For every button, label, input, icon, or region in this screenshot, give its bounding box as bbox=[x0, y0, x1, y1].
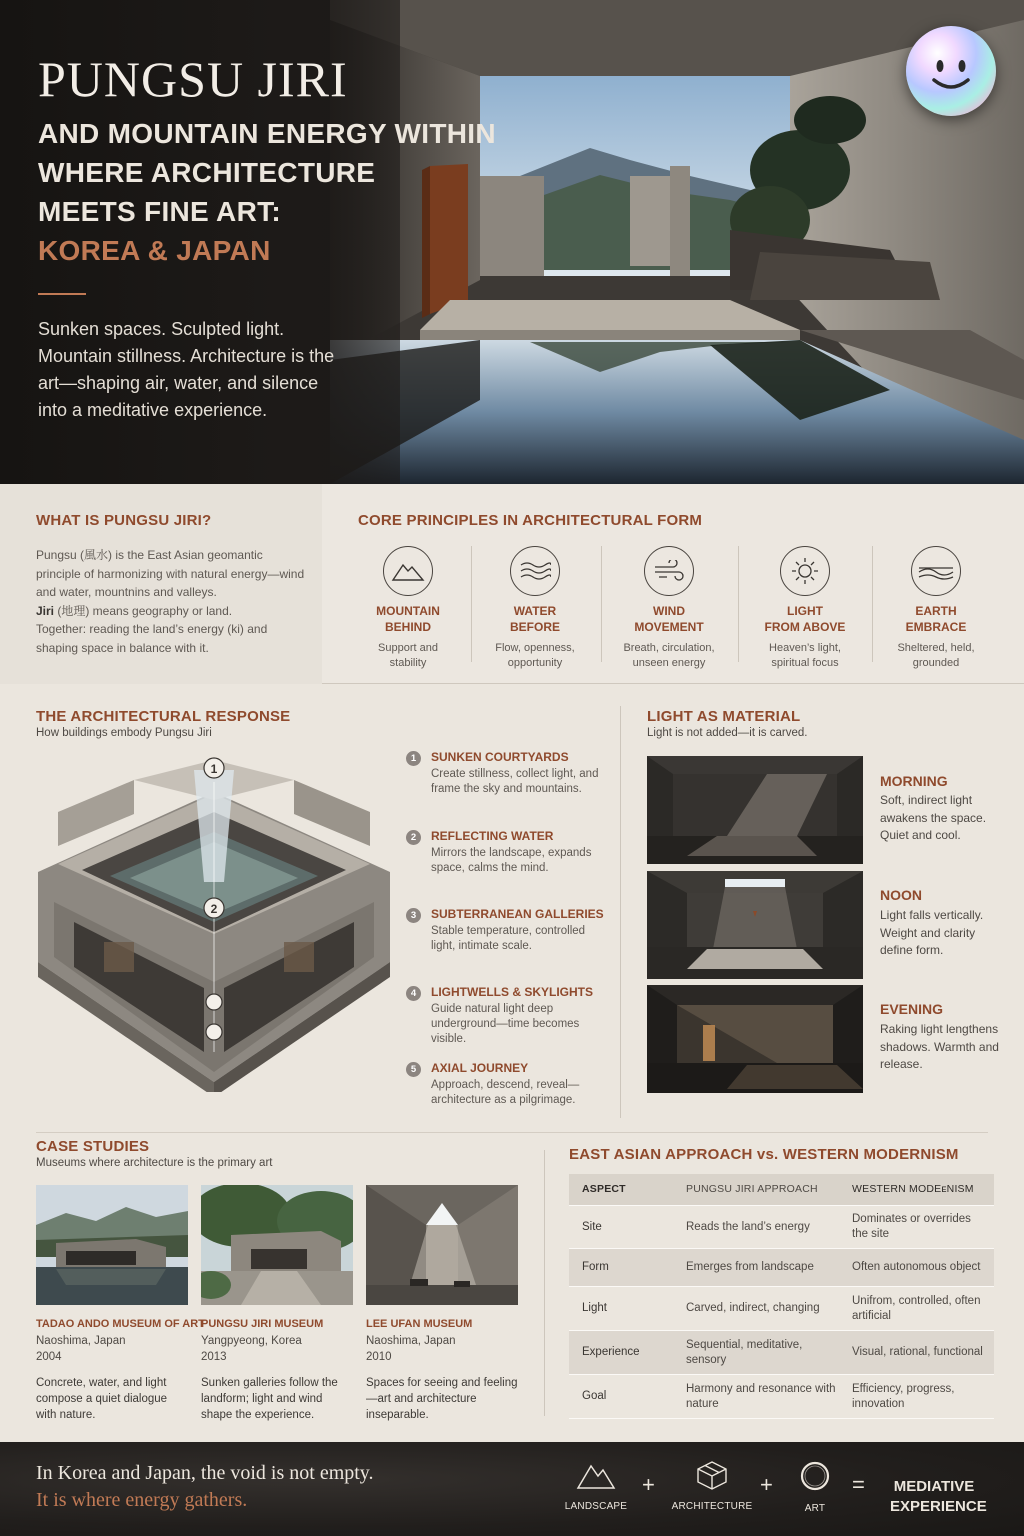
feature-title: SUBTERRANEAN GALLERIES bbox=[431, 907, 604, 921]
feature-desc: Guide natural light deep underground—time becomes visible. bbox=[431, 1003, 580, 1045]
hero-subtitle-line: WHERE ARCHITECTURE bbox=[38, 157, 376, 188]
feature-number: 1 bbox=[406, 751, 421, 766]
cube-icon bbox=[695, 1460, 729, 1490]
principle-title: MOUNTAIN BEHIND bbox=[376, 604, 440, 634]
feature-number: 3 bbox=[406, 908, 421, 923]
enso-circle-icon bbox=[799, 1460, 831, 1492]
case-studies-title: CASE STUDIES bbox=[36, 1138, 150, 1155]
comparison-table bbox=[569, 1174, 994, 1419]
pungsu-jiri-museum-photo bbox=[201, 1185, 353, 1305]
principle-desc: Support and stability bbox=[378, 642, 438, 669]
mountain-icon bbox=[576, 1460, 616, 1490]
case-location: Naoshima, Japan bbox=[366, 1335, 456, 1347]
diagram-marker-1: 1 bbox=[210, 762, 218, 776]
noon-label: NOON bbox=[880, 887, 922, 903]
what-is-body bbox=[36, 546, 306, 657]
table-cell: Often autonomous object bbox=[852, 1261, 981, 1273]
core-principles-title: CORE PRINCIPLES IN ARCHITECTURAL FORM bbox=[358, 512, 703, 529]
principle-earth bbox=[871, 546, 1001, 671]
feature-desc: Approach, descend, reveal—architecture as a pilgrimage. bbox=[431, 1079, 580, 1106]
table-header-row bbox=[569, 1174, 994, 1206]
table-cell: Site bbox=[582, 1220, 602, 1233]
case-study-card bbox=[366, 1318, 536, 1423]
principle-wind bbox=[604, 546, 734, 671]
table-row bbox=[569, 1375, 994, 1419]
table-cell: Visual, rational, functional bbox=[852, 1346, 983, 1358]
principle-desc: Heaven’s light, spiritual focus bbox=[769, 642, 841, 669]
comparison-title: EAST ASIAN APPROACH vs. WESTERN MODERNISM bbox=[569, 1146, 959, 1163]
table-cell: Form bbox=[582, 1261, 609, 1273]
divider bbox=[601, 546, 602, 662]
evening-light-photo bbox=[647, 985, 863, 1093]
principle-title: WIND MOVEMENT bbox=[634, 604, 704, 634]
lee-ufan-museum-photo bbox=[366, 1185, 518, 1305]
principle-title: EARTH EMBRACE bbox=[905, 604, 967, 634]
tadao-ando-museum-photo bbox=[36, 1185, 188, 1305]
footer-quote-line2: It is where energy gathers. bbox=[36, 1489, 248, 1511]
noon-desc: Light falls vertically. Weight and clarity define form. bbox=[880, 908, 984, 957]
feature-desc: Stable temperature, controlled light, intimate scale. bbox=[431, 925, 586, 952]
what-is-title: WHAT IS PUNGSU JIRI? bbox=[36, 512, 212, 529]
equals-sign: = bbox=[852, 1472, 865, 1497]
principle-desc: Breath, circulation, unseen energy bbox=[623, 642, 715, 669]
table-cell: Unifrom, controlled, often artificial bbox=[852, 1294, 981, 1322]
principle-mountain bbox=[343, 546, 473, 671]
building-cutaway-diagram bbox=[34, 752, 394, 1092]
plus-sign: + bbox=[642, 1472, 655, 1497]
table-row bbox=[569, 1206, 994, 1249]
case-location: Naoshima, Japan bbox=[36, 1335, 126, 1347]
what-is-p3: Together: reading the land’s energy (ki) and shaping space in balance with it. bbox=[36, 622, 268, 655]
sun-icon bbox=[780, 546, 830, 596]
table-header-cell: PUNGSU JIRI APPROACH bbox=[686, 1183, 818, 1195]
footer bbox=[0, 1442, 1024, 1536]
table-cell: Emerges from landscape bbox=[686, 1261, 814, 1273]
case-year: 2010 bbox=[366, 1351, 392, 1363]
principle-desc: Sheltered, held, grounded bbox=[897, 642, 975, 669]
feature-title: AXIAL JOURNEY bbox=[431, 1061, 529, 1075]
case-title: TADAO ANDO MUSEUM OF ART bbox=[36, 1318, 205, 1330]
table-cell: Efficiency, progress, innovation bbox=[852, 1382, 955, 1410]
hero-subtitle-accent: KOREA & JAPAN bbox=[38, 235, 271, 266]
feature-number: 2 bbox=[406, 830, 421, 845]
table-cell: Light bbox=[582, 1302, 607, 1314]
what-is-p1: Pungsu (風水) is the East Asian geomantic principle of harmonizing with natural energy—wind and water, mountnins and valleys. bbox=[36, 548, 305, 599]
principle-water bbox=[470, 546, 600, 671]
morning-light-photo bbox=[647, 756, 863, 864]
architectural-response-title: THE ARCHITECTURAL RESPONSE bbox=[36, 708, 291, 725]
equation-label: LANDSCAPE bbox=[564, 1501, 628, 1512]
case-study-card bbox=[36, 1318, 206, 1423]
table-cell: Carved, indirect, changing bbox=[686, 1302, 820, 1314]
evening-label: EVENING bbox=[880, 1001, 944, 1017]
case-desc: Sunken galleries follow the landform; light and wind shape the experience. bbox=[201, 1377, 338, 1421]
principle-desc: Flow, openness, opportunity bbox=[495, 642, 575, 669]
principle-light bbox=[740, 546, 870, 671]
what-is-p2: (地理) means geography or land. bbox=[54, 603, 233, 618]
table-row bbox=[569, 1287, 994, 1331]
case-title: LEE UFAN MUSEUM bbox=[366, 1318, 473, 1330]
feature-number: 4 bbox=[406, 986, 421, 1001]
divider bbox=[36, 1132, 988, 1133]
equation-architecture bbox=[670, 1460, 754, 1512]
principle-title: WATER BEFORE bbox=[509, 604, 560, 634]
table-header-cell: WESTERN MODEᴇNISM bbox=[852, 1183, 974, 1195]
equation-label: ARCHITECTURE bbox=[671, 1501, 753, 1512]
hero-subtitle-line: AND MOUNTAIN ENERGY WITHIN bbox=[38, 118, 496, 149]
feature-desc: Create stillness, collect light, and frame the sky and mountains. bbox=[431, 768, 599, 795]
case-title: PUNGSU JIRI MUSEUM bbox=[201, 1318, 324, 1330]
feature-desc: Mirrors the landscape, expands space, calms the mind. bbox=[431, 847, 592, 874]
divider bbox=[620, 706, 621, 1118]
table-cell: Goal bbox=[582, 1390, 607, 1402]
feature-item bbox=[406, 750, 606, 797]
footer-quote-line1: In Korea and Japan, the void is not empty. bbox=[36, 1462, 374, 1484]
equation-result: MEDIATIVE EXPERIENCE bbox=[890, 1478, 987, 1515]
light-as-material-title: LIGHT AS MATERIAL bbox=[647, 708, 801, 725]
water-waves-icon bbox=[510, 546, 560, 596]
mountain-icon bbox=[383, 546, 433, 596]
feature-title: REFLECTING WATER bbox=[431, 829, 554, 843]
smiley-face-icon[interactable] bbox=[906, 26, 996, 116]
morning-label: MORNING bbox=[880, 773, 948, 789]
table-cell: Experience bbox=[582, 1346, 640, 1358]
case-study-card bbox=[201, 1318, 371, 1423]
table-cell: Harmony and resonance with nature bbox=[686, 1382, 836, 1410]
page-title: PUNGSU JIRI bbox=[38, 51, 348, 107]
feature-title: LIGHTWELLS & SKYLIGHTS bbox=[431, 985, 593, 999]
architectural-response-subtitle: How buildings embody Pungsu Jiri bbox=[36, 727, 212, 739]
jiri-term: Jiri bbox=[36, 603, 55, 618]
case-desc: Spaces for seeing and feeling—art and architecture inseparable. bbox=[366, 1377, 518, 1421]
feature-number: 5 bbox=[406, 1062, 421, 1077]
case-desc: Concrete, water, and light compose a quiet dialogue with nature. bbox=[36, 1377, 168, 1421]
table-cell: Sequential, meditative, sensory bbox=[686, 1338, 803, 1366]
table-row bbox=[569, 1249, 994, 1287]
divider bbox=[544, 1150, 545, 1416]
hero-accent-rule bbox=[38, 293, 86, 295]
feature-item bbox=[406, 829, 606, 876]
equation-art bbox=[792, 1460, 838, 1514]
evening-desc: Raking light lengthens shadows. Warmth and release. bbox=[880, 1022, 999, 1071]
table-header-cell: ASPECT bbox=[582, 1183, 626, 1195]
feature-item bbox=[406, 985, 606, 1047]
feature-title: SUNKEN COURTYARDS bbox=[431, 750, 569, 764]
case-location: Yangpyeong, Korea bbox=[201, 1335, 302, 1347]
case-year: 2013 bbox=[201, 1351, 227, 1363]
feature-item bbox=[406, 907, 606, 954]
equation-label: ART bbox=[804, 1503, 826, 1514]
table-cell: Reads the land’s energy bbox=[686, 1220, 810, 1233]
case-year: 2004 bbox=[36, 1351, 62, 1363]
plus-sign: + bbox=[760, 1472, 773, 1497]
light-as-material-subtitle: Light is not added—it is carved. bbox=[647, 727, 808, 739]
table-row bbox=[569, 1331, 994, 1375]
hero-tagline: Sunken spaces. Sculpted light. Mountain stillness. Architecture is the art—shaping air, water, and silence into a meditative experience. bbox=[38, 319, 335, 420]
table-cell: Dominates or overrides the site bbox=[852, 1213, 971, 1240]
principle-title: LIGHT FROM ABOVE bbox=[764, 604, 846, 634]
divider bbox=[738, 546, 739, 662]
noon-light-photo bbox=[647, 871, 863, 979]
diagram-marker-2: 2 bbox=[210, 902, 218, 916]
feature-item bbox=[406, 1061, 606, 1108]
case-studies-subtitle: Museums where architecture is the primary art bbox=[36, 1157, 273, 1169]
earth-landscape-icon bbox=[911, 546, 961, 596]
what-is-panel bbox=[0, 484, 322, 684]
intro-section bbox=[0, 484, 1024, 684]
equation-landscape bbox=[562, 1460, 630, 1512]
wind-icon bbox=[644, 546, 694, 596]
hero-subtitle-line: MEETS FINE ART: bbox=[38, 196, 282, 227]
hero-section bbox=[0, 0, 1024, 484]
morning-desc: Soft, indirect light awakens the space. Quiet and cool. bbox=[880, 793, 987, 842]
